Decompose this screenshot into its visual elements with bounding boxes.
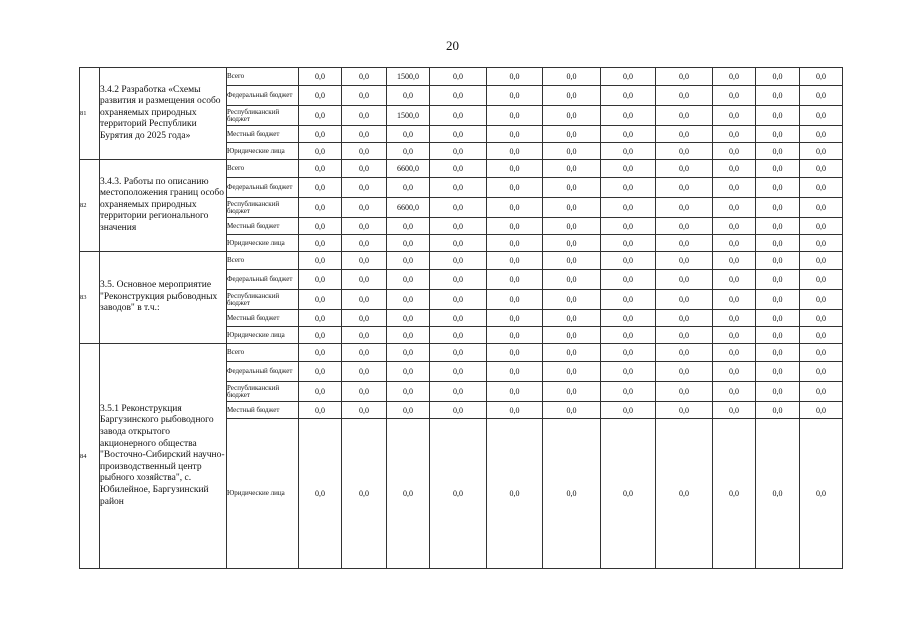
value-cell: 0,0 <box>601 143 656 160</box>
value-cell: 0,0 <box>299 290 342 310</box>
value-cell: 0,0 <box>601 419 656 569</box>
value-cell: 0,0 <box>543 198 601 218</box>
value-cell: 0,0 <box>342 160 387 178</box>
value-cell: 0,0 <box>543 382 601 402</box>
value-cell: 0,0 <box>756 344 800 362</box>
value-cell: 0,0 <box>430 362 487 382</box>
value-cell: 0,0 <box>800 270 843 290</box>
value-cell: 0,0 <box>800 419 843 569</box>
value-cell: 0,0 <box>713 270 756 290</box>
value-cell: 0,0 <box>430 310 487 327</box>
value-cell: 0,0 <box>713 252 756 270</box>
funding-source-label: Всего <box>227 252 299 270</box>
value-cell: 0,0 <box>430 382 487 402</box>
value-cell: 0,0 <box>487 86 543 106</box>
value-cell: 0,0 <box>487 178 543 198</box>
value-cell: 0,0 <box>299 270 342 290</box>
value-cell: 0,0 <box>656 362 713 382</box>
value-cell: 0,0 <box>756 402 800 419</box>
value-cell: 0,0 <box>342 382 387 402</box>
value-cell: 0,0 <box>342 218 387 235</box>
value-cell: 0,0 <box>299 382 342 402</box>
funding-source-label: Всего <box>227 68 299 86</box>
funding-source-label: Местный бюджет <box>227 310 299 327</box>
funding-source-label: Федеральный бюджет <box>227 86 299 106</box>
value-cell: 0,0 <box>543 143 601 160</box>
value-cell: 1500,0 <box>387 68 430 86</box>
value-cell: 0,0 <box>387 270 430 290</box>
funding-source-label: Юридические лица <box>227 327 299 344</box>
funding-source-label: Республиканский бюджет <box>227 198 299 218</box>
value-cell: 0,0 <box>387 86 430 106</box>
value-cell: 0,0 <box>543 86 601 106</box>
value-cell: 0,0 <box>800 126 843 143</box>
value-cell: 0,0 <box>601 235 656 252</box>
value-cell: 0,0 <box>430 270 487 290</box>
value-cell: 0,0 <box>342 252 387 270</box>
value-cell: 0,0 <box>299 252 342 270</box>
value-cell: 0,0 <box>713 235 756 252</box>
value-cell: 0,0 <box>299 327 342 344</box>
value-cell: 0,0 <box>487 290 543 310</box>
value-cell: 0,0 <box>800 344 843 362</box>
funding-source-label: Юридические лица <box>227 235 299 252</box>
value-cell: 0,0 <box>601 270 656 290</box>
value-cell: 0,0 <box>487 143 543 160</box>
page-number: 20 <box>446 38 459 53</box>
value-cell: 0,0 <box>713 86 756 106</box>
value-cell: 0,0 <box>487 402 543 419</box>
value-cell: 0,0 <box>601 327 656 344</box>
value-cell: 0,0 <box>601 126 656 143</box>
value-cell: 0,0 <box>756 252 800 270</box>
value-cell: 0,0 <box>387 327 430 344</box>
value-cell: 0,0 <box>430 198 487 218</box>
value-cell: 0,0 <box>756 235 800 252</box>
value-cell: 0,0 <box>601 178 656 198</box>
value-cell: 0,0 <box>487 68 543 86</box>
value-cell: 0,0 <box>800 106 843 126</box>
value-cell: 0,0 <box>800 382 843 402</box>
value-cell: 0,0 <box>656 382 713 402</box>
value-cell: 0,0 <box>299 106 342 126</box>
funding-source-label: Всего <box>227 344 299 362</box>
value-cell: 0,0 <box>387 382 430 402</box>
value-cell: 0,0 <box>800 198 843 218</box>
value-cell: 0,0 <box>543 126 601 143</box>
value-cell: 0,0 <box>299 419 342 569</box>
value-cell: 0,0 <box>601 106 656 126</box>
value-cell: 0,0 <box>713 143 756 160</box>
value-cell: 0,0 <box>756 160 800 178</box>
row-number: 83 <box>80 252 100 344</box>
value-cell: 0,0 <box>656 290 713 310</box>
funding-source-label: Юридические лица <box>227 419 299 569</box>
table-row <box>80 344 843 362</box>
value-cell: 0,0 <box>387 419 430 569</box>
value-cell: 0,0 <box>756 419 800 569</box>
value-cell: 0,0 <box>299 344 342 362</box>
value-cell: 0,0 <box>800 178 843 198</box>
value-cell: 0,0 <box>756 126 800 143</box>
value-cell: 0,0 <box>601 252 656 270</box>
value-cell: 0,0 <box>430 143 487 160</box>
value-cell: 0,0 <box>656 235 713 252</box>
value-cell: 0,0 <box>543 235 601 252</box>
value-cell: 0,0 <box>543 290 601 310</box>
table-row <box>80 160 843 178</box>
value-cell: 0,0 <box>656 160 713 178</box>
value-cell: 0,0 <box>487 198 543 218</box>
row-number: 82 <box>80 160 100 252</box>
value-cell: 0,0 <box>430 235 487 252</box>
value-cell: 0,0 <box>713 106 756 126</box>
value-cell: 0,0 <box>342 198 387 218</box>
value-cell: 0,0 <box>387 235 430 252</box>
row-number: 81 <box>80 68 100 160</box>
value-cell: 0,0 <box>713 68 756 86</box>
value-cell: 0,0 <box>430 126 487 143</box>
value-cell: 0,0 <box>430 218 487 235</box>
funding-source-label: Республиканский бюджет <box>227 290 299 310</box>
value-cell: 0,0 <box>601 382 656 402</box>
value-cell: 0,0 <box>543 419 601 569</box>
value-cell: 0,0 <box>299 178 342 198</box>
value-cell: 0,0 <box>342 106 387 126</box>
value-cell: 0,0 <box>656 178 713 198</box>
value-cell: 0,0 <box>387 143 430 160</box>
value-cell: 0,0 <box>656 126 713 143</box>
value-cell: 0,0 <box>342 235 387 252</box>
value-cell: 0,0 <box>756 106 800 126</box>
value-cell: 0,0 <box>387 402 430 419</box>
value-cell: 6600,0 <box>387 160 430 178</box>
table-row <box>80 68 843 86</box>
value-cell: 0,0 <box>656 419 713 569</box>
value-cell: 0,0 <box>800 310 843 327</box>
value-cell: 0,0 <box>342 327 387 344</box>
value-cell: 0,0 <box>800 290 843 310</box>
value-cell: 0,0 <box>601 160 656 178</box>
value-cell: 0,0 <box>713 327 756 344</box>
value-cell: 0,0 <box>656 270 713 290</box>
value-cell: 0,0 <box>342 290 387 310</box>
activity-name: 3.4.2 Разработка «Схемы развития и размещения особо охраняемых природных территорий Республики Бурятия до 2025 года» <box>100 68 227 160</box>
activity-name: 3.5.1 Реконструкция Баргузинского рыбоводного завода открытого акционерного общества "Восточно-Сибирский научно-производственный центр рыбного хозяйства", с. Юбилейное, Баргузинский район <box>100 344 227 569</box>
value-cell: 0,0 <box>756 68 800 86</box>
value-cell: 0,0 <box>487 310 543 327</box>
value-cell: 0,0 <box>543 160 601 178</box>
value-cell: 0,0 <box>543 270 601 290</box>
value-cell: 0,0 <box>713 344 756 362</box>
value-cell: 0,0 <box>756 178 800 198</box>
funding-source-label: Республиканский бюджет <box>227 106 299 126</box>
value-cell: 0,0 <box>800 252 843 270</box>
value-cell: 0,0 <box>487 362 543 382</box>
value-cell: 0,0 <box>601 310 656 327</box>
value-cell: 0,0 <box>713 198 756 218</box>
activity-name: 3.4.3. Работы по описанию местоположения границ особо охраняемых природных территории регионального значения <box>100 160 227 252</box>
value-cell: 0,0 <box>800 402 843 419</box>
funding-source-label: Всего <box>227 160 299 178</box>
value-cell: 0,0 <box>487 218 543 235</box>
value-cell: 0,0 <box>487 252 543 270</box>
value-cell: 0,0 <box>656 218 713 235</box>
value-cell: 0,0 <box>430 106 487 126</box>
value-cell: 0,0 <box>299 198 342 218</box>
value-cell: 0,0 <box>299 86 342 106</box>
value-cell: 0,0 <box>387 178 430 198</box>
value-cell: 0,0 <box>387 252 430 270</box>
value-cell: 0,0 <box>342 344 387 362</box>
value-cell: 0,0 <box>656 402 713 419</box>
value-cell: 0,0 <box>299 68 342 86</box>
value-cell: 0,0 <box>342 126 387 143</box>
value-cell: 0,0 <box>756 270 800 290</box>
value-cell: 0,0 <box>713 218 756 235</box>
value-cell: 0,0 <box>387 290 430 310</box>
value-cell: 0,0 <box>756 198 800 218</box>
value-cell: 0,0 <box>656 327 713 344</box>
value-cell: 0,0 <box>601 290 656 310</box>
value-cell: 0,0 <box>656 198 713 218</box>
value-cell: 0,0 <box>601 218 656 235</box>
value-cell: 0,0 <box>430 178 487 198</box>
value-cell: 0,0 <box>543 252 601 270</box>
value-cell: 0,0 <box>713 419 756 569</box>
value-cell: 0,0 <box>487 327 543 344</box>
value-cell: 0,0 <box>800 86 843 106</box>
value-cell: 0,0 <box>299 160 342 178</box>
value-cell: 0,0 <box>656 106 713 126</box>
value-cell: 0,0 <box>756 86 800 106</box>
value-cell: 0,0 <box>800 218 843 235</box>
value-cell: 0,0 <box>430 68 487 86</box>
funding-source-label: Федеральный бюджет <box>227 270 299 290</box>
value-cell: 0,0 <box>756 143 800 160</box>
value-cell: 0,0 <box>601 344 656 362</box>
value-cell: 0,0 <box>387 126 430 143</box>
value-cell: 0,0 <box>487 382 543 402</box>
value-cell: 0,0 <box>656 344 713 362</box>
value-cell: 0,0 <box>299 143 342 160</box>
value-cell: 0,0 <box>713 126 756 143</box>
value-cell: 0,0 <box>756 218 800 235</box>
value-cell: 0,0 <box>543 327 601 344</box>
value-cell: 0,0 <box>487 419 543 569</box>
value-cell: 0,0 <box>299 218 342 235</box>
value-cell: 0,0 <box>430 86 487 106</box>
value-cell: 0,0 <box>430 327 487 344</box>
value-cell: 0,0 <box>342 270 387 290</box>
value-cell: 0,0 <box>342 310 387 327</box>
value-cell: 0,0 <box>430 160 487 178</box>
value-cell: 0,0 <box>601 362 656 382</box>
funding-source-label: Федеральный бюджет <box>227 178 299 198</box>
funding-source-label: Федеральный бюджет <box>227 362 299 382</box>
value-cell: 0,0 <box>756 327 800 344</box>
value-cell: 0,0 <box>800 235 843 252</box>
funding-source-label: Местный бюджет <box>227 218 299 235</box>
value-cell: 0,0 <box>756 382 800 402</box>
value-cell: 0,0 <box>656 310 713 327</box>
value-cell: 0,0 <box>487 235 543 252</box>
value-cell: 0,0 <box>487 344 543 362</box>
value-cell: 0,0 <box>656 68 713 86</box>
value-cell: 0,0 <box>713 382 756 402</box>
value-cell: 0,0 <box>430 419 487 569</box>
value-cell: 0,0 <box>543 106 601 126</box>
value-cell: 0,0 <box>430 252 487 270</box>
value-cell: 0,0 <box>756 362 800 382</box>
value-cell: 0,0 <box>800 327 843 344</box>
table-row <box>80 252 843 270</box>
funding-source-label: Республиканский бюджет <box>227 382 299 402</box>
value-cell: 0,0 <box>656 86 713 106</box>
value-cell: 0,0 <box>299 402 342 419</box>
value-cell: 0,0 <box>800 362 843 382</box>
funding-source-label: Юридические лица <box>227 143 299 160</box>
value-cell: 0,0 <box>342 178 387 198</box>
value-cell: 0,0 <box>601 402 656 419</box>
value-cell: 0,0 <box>756 310 800 327</box>
value-cell: 6600,0 <box>387 198 430 218</box>
budget-table <box>79 67 843 569</box>
value-cell: 0,0 <box>656 143 713 160</box>
value-cell: 0,0 <box>713 160 756 178</box>
value-cell: 0,0 <box>487 126 543 143</box>
value-cell: 0,0 <box>299 362 342 382</box>
value-cell: 0,0 <box>756 290 800 310</box>
value-cell: 0,0 <box>543 68 601 86</box>
value-cell: 0,0 <box>543 178 601 198</box>
value-cell: 0,0 <box>543 310 601 327</box>
value-cell: 0,0 <box>342 86 387 106</box>
value-cell: 0,0 <box>800 160 843 178</box>
value-cell: 0,0 <box>601 68 656 86</box>
value-cell: 0,0 <box>487 270 543 290</box>
value-cell: 0,0 <box>299 310 342 327</box>
value-cell: 0,0 <box>387 344 430 362</box>
funding-source-label: Местный бюджет <box>227 126 299 143</box>
value-cell: 0,0 <box>713 290 756 310</box>
value-cell: 0,0 <box>342 419 387 569</box>
value-cell: 0,0 <box>713 310 756 327</box>
value-cell: 0,0 <box>299 126 342 143</box>
value-cell: 0,0 <box>299 235 342 252</box>
value-cell: 0,0 <box>342 402 387 419</box>
value-cell: 0,0 <box>387 218 430 235</box>
value-cell: 0,0 <box>713 402 756 419</box>
value-cell: 1500,0 <box>387 106 430 126</box>
value-cell: 0,0 <box>800 68 843 86</box>
value-cell: 0,0 <box>543 218 601 235</box>
funding-source-label: Местный бюджет <box>227 402 299 419</box>
value-cell: 0,0 <box>656 252 713 270</box>
row-number: 84 <box>80 344 100 569</box>
value-cell: 0,0 <box>387 362 430 382</box>
value-cell: 0,0 <box>430 290 487 310</box>
value-cell: 0,0 <box>430 344 487 362</box>
value-cell: 0,0 <box>601 198 656 218</box>
value-cell: 0,0 <box>342 143 387 160</box>
value-cell: 0,0 <box>713 178 756 198</box>
value-cell: 0,0 <box>342 362 387 382</box>
activity-name: 3.5. Основное мероприятие "Реконструкция рыбоводных заводов" в т.ч.: <box>100 252 227 344</box>
value-cell: 0,0 <box>487 160 543 178</box>
value-cell: 0,0 <box>800 143 843 160</box>
value-cell: 0,0 <box>387 310 430 327</box>
value-cell: 0,0 <box>543 402 601 419</box>
value-cell: 0,0 <box>713 362 756 382</box>
value-cell: 0,0 <box>543 344 601 362</box>
value-cell: 0,0 <box>487 106 543 126</box>
value-cell: 0,0 <box>543 362 601 382</box>
value-cell: 0,0 <box>601 86 656 106</box>
value-cell: 0,0 <box>342 68 387 86</box>
value-cell: 0,0 <box>430 402 487 419</box>
